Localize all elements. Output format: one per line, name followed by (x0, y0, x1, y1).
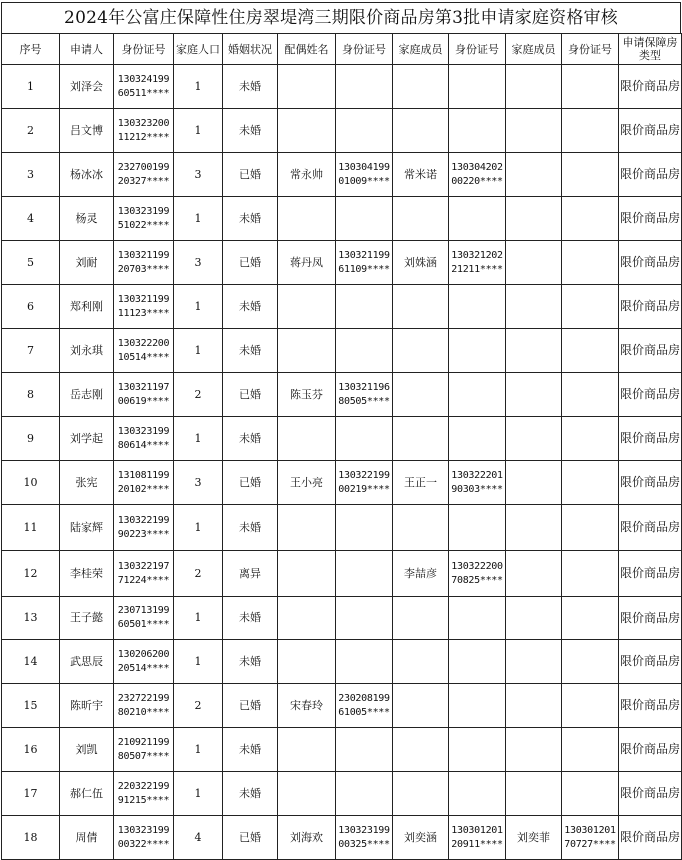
family-size-cell: 3 (174, 153, 223, 197)
header-cell: 婚姻状况 (223, 34, 278, 65)
family-member-2-id-cell (562, 65, 619, 109)
family-size-cell: 1 (174, 417, 223, 461)
applicant-id-cell: 21092119980507**** (114, 728, 174, 772)
spouse-name-cell: 宋春玲 (278, 684, 336, 728)
row-number-cell: 14 (2, 640, 60, 684)
family-member-2-id-cell: 13030120170727**** (562, 816, 619, 860)
row-number-cell: 11 (2, 505, 60, 551)
spouse-id-cell: 13030419901009**** (336, 153, 393, 197)
table-row (2, 640, 682, 684)
family-member-1-cell: 常米诺 (393, 153, 449, 197)
spouse-id-cell (336, 551, 393, 597)
family-member-2-id-cell (562, 417, 619, 461)
family-member-1-cell (393, 329, 449, 373)
marital-status-cell: 未婚 (223, 65, 278, 109)
family-member-1-cell (393, 373, 449, 417)
family-member-1-id-cell (449, 285, 506, 329)
family-member-1-cell (393, 772, 449, 816)
table-row (2, 197, 682, 241)
family-size-cell: 1 (174, 197, 223, 241)
table-row (2, 684, 682, 728)
family-size-cell: 4 (174, 816, 223, 860)
table-row (2, 772, 682, 816)
spouse-name-cell (278, 772, 336, 816)
header-cell: 序号 (2, 34, 60, 65)
family-member-1-cell (393, 65, 449, 109)
applicant-id-cell: 13108119920102**** (114, 461, 174, 505)
applicant-id-cell: 13032319951022**** (114, 197, 174, 241)
applicant-name-cell: 郝仁伍 (60, 772, 114, 816)
table-row (2, 505, 682, 551)
applicant-name-cell: 陆家辉 (60, 505, 114, 551)
family-member-2-cell (506, 597, 562, 640)
table-row (2, 329, 682, 373)
marital-status-cell: 已婚 (223, 461, 278, 505)
applicant-name-cell: 张宪 (60, 461, 114, 505)
marital-status-cell: 已婚 (223, 684, 278, 728)
table-row (2, 241, 682, 285)
family-member-1-cell (393, 109, 449, 153)
applicant-name-cell: 杨灵 (60, 197, 114, 241)
family-member-2-id-cell (562, 461, 619, 505)
spouse-id-cell (336, 285, 393, 329)
family-size-cell: 1 (174, 329, 223, 373)
family-size-cell: 2 (174, 684, 223, 728)
family-member-1-id-cell (449, 373, 506, 417)
row-number-cell: 1 (2, 65, 60, 109)
row-number-cell: 8 (2, 373, 60, 417)
header-cell: 家庭成员 (393, 34, 449, 65)
housing-type-cell: 限价商品房 (619, 417, 682, 461)
family-member-1-id-cell: 13030120120911**** (449, 816, 506, 860)
spouse-id-cell (336, 329, 393, 373)
housing-type-cell: 限价商品房 (619, 109, 682, 153)
applicant-id-cell: 22032219991215**** (114, 772, 174, 816)
spouse-name-cell (278, 329, 336, 373)
marital-status-cell: 未婚 (223, 728, 278, 772)
marital-status-cell: 未婚 (223, 197, 278, 241)
spouse-id-cell: 13032319900325**** (336, 816, 393, 860)
family-size-cell: 3 (174, 461, 223, 505)
family-member-1-cell (393, 684, 449, 728)
family-member-2-id-cell (562, 241, 619, 285)
applicant-name-cell: 吕文博 (60, 109, 114, 153)
applicant-id-cell: 13032419960511**** (114, 65, 174, 109)
spouse-name-cell: 刘海欢 (278, 816, 336, 860)
applicant-id-cell: 13032220010514**** (114, 329, 174, 373)
row-number-cell: 16 (2, 728, 60, 772)
table-row (2, 285, 682, 329)
family-member-2-cell (506, 505, 562, 551)
header-cell: 身份证号 (114, 34, 174, 65)
family-member-1-id-cell (449, 417, 506, 461)
family-member-2-id-cell (562, 329, 619, 373)
housing-type-cell: 限价商品房 (619, 65, 682, 109)
row-number-cell: 4 (2, 197, 60, 241)
header-cell: 申请人 (60, 34, 114, 65)
spouse-id-cell (336, 728, 393, 772)
header-cell: 身份证号 (449, 34, 506, 65)
row-number-cell: 3 (2, 153, 60, 197)
marital-status-cell: 已婚 (223, 816, 278, 860)
family-member-1-cell: 刘姝涵 (393, 241, 449, 285)
family-member-2-cell (506, 65, 562, 109)
family-member-1-id-cell (449, 109, 506, 153)
applicant-name-cell: 刘学起 (60, 417, 114, 461)
family-member-1-id-cell (449, 772, 506, 816)
marital-status-cell: 未婚 (223, 597, 278, 640)
header-cell: 家庭人口 (174, 34, 223, 65)
marital-status-cell: 未婚 (223, 109, 278, 153)
family-member-2-cell (506, 241, 562, 285)
spouse-id-cell: 13032119961109**** (336, 241, 393, 285)
family-member-2-cell (506, 109, 562, 153)
housing-type-cell: 限价商品房 (619, 640, 682, 684)
family-member-2-cell (506, 728, 562, 772)
family-member-2-cell (506, 640, 562, 684)
marital-status-cell: 已婚 (223, 153, 278, 197)
applicant-id-cell: 13032320011212**** (114, 109, 174, 153)
family-member-2-cell (506, 197, 562, 241)
family-member-1-cell (393, 505, 449, 551)
spouse-id-cell (336, 109, 393, 153)
spouse-id-cell (336, 505, 393, 551)
table-row (2, 597, 682, 640)
family-member-1-cell (393, 597, 449, 640)
row-number-cell: 10 (2, 461, 60, 505)
family-member-1-id-cell (449, 728, 506, 772)
housing-type-cell: 限价商品房 (619, 505, 682, 551)
applicant-name-cell: 武思辰 (60, 640, 114, 684)
housing-type-cell: 限价商品房 (619, 197, 682, 241)
applicant-name-cell: 周倩 (60, 816, 114, 860)
marital-status-cell: 未婚 (223, 772, 278, 816)
family-size-cell: 1 (174, 772, 223, 816)
family-size-cell: 2 (174, 373, 223, 417)
family-member-2-cell (506, 461, 562, 505)
family-member-2-cell (506, 285, 562, 329)
applicant-id-cell: 13032319980614**** (114, 417, 174, 461)
table-row (2, 461, 682, 505)
spouse-name-cell (278, 417, 336, 461)
header-row (2, 34, 682, 65)
family-size-cell: 2 (174, 551, 223, 597)
table-row (2, 373, 682, 417)
family-member-1-id-cell (449, 640, 506, 684)
family-member-2-id-cell (562, 728, 619, 772)
family-member-1-id-cell: 13030420200220**** (449, 153, 506, 197)
family-size-cell: 3 (174, 241, 223, 285)
row-number-cell: 13 (2, 597, 60, 640)
housing-type-cell: 限价商品房 (619, 772, 682, 816)
family-member-1-id-cell (449, 65, 506, 109)
family-member-1-cell: 王正一 (393, 461, 449, 505)
family-member-2-cell: 刘奕菲 (506, 816, 562, 860)
family-member-1-cell (393, 728, 449, 772)
family-member-1-id-cell (449, 329, 506, 373)
family-member-2-cell (506, 329, 562, 373)
family-member-1-id-cell: 13032220070825**** (449, 551, 506, 597)
applicant-name-cell: 郑利刚 (60, 285, 114, 329)
row-number-cell: 18 (2, 816, 60, 860)
family-member-2-id-cell (562, 373, 619, 417)
applicant-id-cell: 23270019920327**** (114, 153, 174, 197)
table-row (2, 109, 682, 153)
housing-type-cell: 限价商品房 (619, 551, 682, 597)
row-number-cell: 12 (2, 551, 60, 597)
family-member-2-id-cell (562, 109, 619, 153)
spouse-name-cell (278, 551, 336, 597)
applicant-id-cell: 13032119920703**** (114, 241, 174, 285)
row-number-cell: 17 (2, 772, 60, 816)
family-member-2-id-cell (562, 551, 619, 597)
applicant-id-cell: 23272219980210**** (114, 684, 174, 728)
applicant-name-cell: 陈昕宇 (60, 684, 114, 728)
spouse-name-cell (278, 728, 336, 772)
applicant-name-cell: 王子懿 (60, 597, 114, 640)
family-member-2-cell (506, 373, 562, 417)
row-number-cell: 7 (2, 329, 60, 373)
housing-type-cell: 限价商品房 (619, 285, 682, 329)
family-member-2-id-cell (562, 197, 619, 241)
housing-type-cell: 限价商品房 (619, 241, 682, 285)
family-member-2-id-cell (562, 153, 619, 197)
family-member-2-id-cell (562, 640, 619, 684)
marital-status-cell: 未婚 (223, 505, 278, 551)
row-number-cell: 9 (2, 417, 60, 461)
document-title: 2024年公富庄保障性住房翠堤湾三期限价商品房第3批申请家庭资格审核 (1, 2, 681, 33)
family-member-2-id-cell (562, 772, 619, 816)
applicant-name-cell: 杨冰冰 (60, 153, 114, 197)
housing-type-cell: 限价商品房 (619, 153, 682, 197)
spouse-id-cell: 13032219900219**** (336, 461, 393, 505)
housing-type-cell: 限价商品房 (619, 461, 682, 505)
applicant-id-cell: 13032319900322**** (114, 816, 174, 860)
family-size-cell: 1 (174, 109, 223, 153)
spouse-name-cell (278, 197, 336, 241)
family-member-2-cell (506, 684, 562, 728)
spouse-id-cell (336, 197, 393, 241)
header-cell: 身份证号 (562, 34, 619, 65)
family-member-1-cell (393, 417, 449, 461)
family-member-1-cell: 刘奕涵 (393, 816, 449, 860)
family-member-2-id-cell (562, 684, 619, 728)
spouse-id-cell (336, 640, 393, 684)
family-member-2-cell (506, 551, 562, 597)
spouse-name-cell (278, 285, 336, 329)
marital-status-cell: 未婚 (223, 329, 278, 373)
applicant-id-cell: 13032219771224**** (114, 551, 174, 597)
spouse-name-cell (278, 640, 336, 684)
applicant-id-cell: 13020620020514**** (114, 640, 174, 684)
spouse-name-cell: 蒋丹凤 (278, 241, 336, 285)
spouse-name-cell (278, 109, 336, 153)
header-cell: 申请保障房类型 (619, 34, 682, 65)
applicant-name-cell: 刘泽会 (60, 65, 114, 109)
family-size-cell: 1 (174, 640, 223, 684)
table-row (2, 153, 682, 197)
table-row (2, 728, 682, 772)
family-member-2-cell (506, 417, 562, 461)
family-size-cell: 1 (174, 728, 223, 772)
spouse-id-cell (336, 597, 393, 640)
family-member-1-id-cell (449, 505, 506, 551)
applicant-name-cell: 岳志刚 (60, 373, 114, 417)
header-cell: 配偶姓名 (278, 34, 336, 65)
row-number-cell: 2 (2, 109, 60, 153)
table-row (2, 816, 682, 860)
spouse-name-cell: 常永帅 (278, 153, 336, 197)
qualification-table (1, 33, 682, 860)
spouse-id-cell (336, 417, 393, 461)
spouse-id-cell: 23020819961005**** (336, 684, 393, 728)
applicant-id-cell: 23071319960501**** (114, 597, 174, 640)
applicant-id-cell: 13032119911123**** (114, 285, 174, 329)
family-member-1-cell (393, 640, 449, 684)
family-size-cell: 1 (174, 597, 223, 640)
marital-status-cell: 已婚 (223, 241, 278, 285)
spouse-name-cell (278, 65, 336, 109)
spouse-name-cell: 陈玉芬 (278, 373, 336, 417)
spouse-name-cell (278, 505, 336, 551)
family-member-1-cell (393, 197, 449, 241)
marital-status-cell: 离异 (223, 551, 278, 597)
family-size-cell: 1 (174, 285, 223, 329)
header-cell: 身份证号 (336, 34, 393, 65)
applicant-name-cell: 刘耐 (60, 241, 114, 285)
family-member-1-cell: 李喆彦 (393, 551, 449, 597)
applicant-name-cell: 李桂荣 (60, 551, 114, 597)
marital-status-cell: 未婚 (223, 417, 278, 461)
spouse-id-cell (336, 772, 393, 816)
applicant-id-cell: 13032119700619**** (114, 373, 174, 417)
spouse-name-cell: 王小亮 (278, 461, 336, 505)
applicant-id-cell: 13032219990223**** (114, 505, 174, 551)
header-cell: 家庭成员 (506, 34, 562, 65)
family-member-1-id-cell (449, 597, 506, 640)
table-row (2, 417, 682, 461)
housing-type-cell: 限价商品房 (619, 597, 682, 640)
applicant-name-cell: 刘永琪 (60, 329, 114, 373)
family-member-1-id-cell: 13032120221211**** (449, 241, 506, 285)
family-member-2-id-cell (562, 285, 619, 329)
family-size-cell: 1 (174, 65, 223, 109)
applicant-name-cell: 刘凯 (60, 728, 114, 772)
spouse-name-cell (278, 597, 336, 640)
row-number-cell: 15 (2, 684, 60, 728)
housing-type-cell: 限价商品房 (619, 816, 682, 860)
family-member-2-cell (506, 153, 562, 197)
family-member-1-id-cell: 13032220190303**** (449, 461, 506, 505)
spouse-id-cell: 13032119680505**** (336, 373, 393, 417)
table-row (2, 551, 682, 597)
family-member-1-id-cell (449, 684, 506, 728)
housing-type-cell: 限价商品房 (619, 728, 682, 772)
marital-status-cell: 未婚 (223, 640, 278, 684)
family-member-1-cell (393, 285, 449, 329)
family-member-2-id-cell (562, 505, 619, 551)
table-row (2, 65, 682, 109)
marital-status-cell: 未婚 (223, 285, 278, 329)
housing-type-cell: 限价商品房 (619, 329, 682, 373)
family-member-2-id-cell (562, 597, 619, 640)
housing-type-cell: 限价商品房 (619, 684, 682, 728)
family-size-cell: 1 (174, 505, 223, 551)
spouse-id-cell (336, 65, 393, 109)
family-member-2-cell (506, 772, 562, 816)
row-number-cell: 5 (2, 241, 60, 285)
family-member-1-id-cell (449, 197, 506, 241)
row-number-cell: 6 (2, 285, 60, 329)
marital-status-cell: 已婚 (223, 373, 278, 417)
housing-type-cell: 限价商品房 (619, 373, 682, 417)
